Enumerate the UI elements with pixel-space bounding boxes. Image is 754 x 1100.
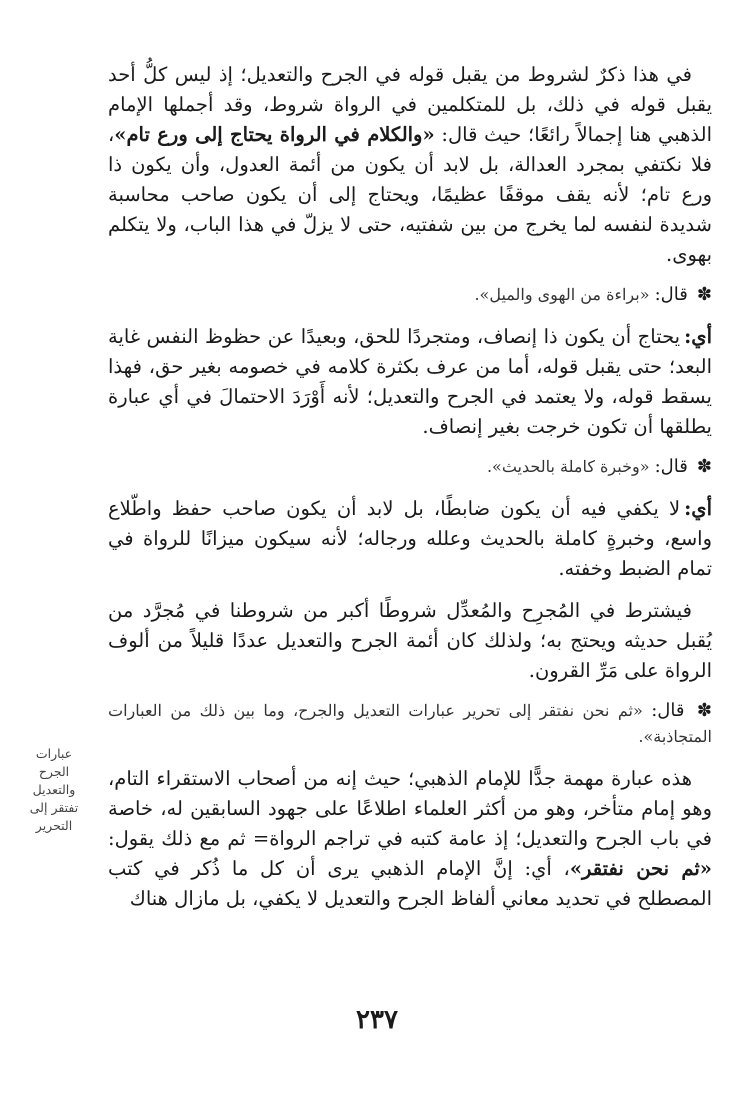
- paragraph-2: [108, 322, 712, 442]
- sidenote-line: الجرح: [38, 764, 70, 779]
- paragraph-3-lead: أي:: [684, 497, 712, 520]
- paragraph-5-part2: ، أي: إنَّ الإمام الذهبي يرى أن كل ما ذُكر في كتب المصطلح في تحديد معاني ألفاظ الجرح والتعديل لا يكفي، بل مازال هناك: [108, 857, 712, 910]
- page-number: ٢٣٧: [356, 1005, 398, 1035]
- quote-3-label: قال:: [651, 700, 685, 721]
- quote-1-text: «براءة من الهوى والميل».: [474, 285, 650, 304]
- paragraph-4: [108, 596, 712, 686]
- quote-2-label: قال:: [654, 456, 688, 477]
- asterisk-icon: ✽: [696, 284, 712, 305]
- paragraph-1-part1: في هذا ذكرٌ لشروط من يقبل قوله في الجرح والتعديل؛ إذ ليس كلُّ أحد يقبل قوله في ذلك، بل للمتكلمين في الرواة شروط، وقد أجملها الإمام الذهبي هنا إجمالاً رائعًا؛ حيث قال:: [108, 63, 712, 146]
- sidenote-line: التحرير: [35, 818, 73, 833]
- quote-2: [108, 454, 712, 480]
- paragraph-5-part1: هذه عبارة مهمة جدًّا للإمام الذهبي؛ حيث إنه من أصحاب الاستقراء التام، وهو إمام متأخر، وهو من أكثر العلماء اطلاعًا على جهود السابقين له، خاصة في باب الجرح والتعديل؛ إذ عامة كتبه في تراجم الرواة= ثم مع ذلك يقول:: [108, 767, 712, 850]
- paragraph-2-text: يحتاج أن يكون ذا إنصاف، ومتجردًا للحق، وبعيدًا عن حظوظ النفس غاية البعد؛ حتى يقبل قوله، أما من عرف بكثرة كلامه في خصومه بغير حق، فهذا يسقط قوله، ولا يعتمد في الجرح والتعديل؛ لأنه أَوْرَدَ الاحتمالَ في أي عبارة يطلقها أن تكون خرجت بغير إنصاف.: [108, 325, 712, 438]
- paragraph-2-lead: أي:: [684, 325, 712, 348]
- quote-3-text: «ثم نحن نفتقر إلى تحرير عبارات التعديل والجرح، وما بين ذلك من العبارات المتجاذبة».: [108, 701, 712, 746]
- paragraph-1: [108, 60, 712, 270]
- sidenote-line: عبارات: [35, 746, 73, 761]
- paragraph-5: [108, 764, 712, 914]
- sidenote-line: والتعديل: [32, 782, 76, 797]
- quote-3: [108, 698, 712, 750]
- quote-1: [108, 282, 712, 308]
- main-text-column: [108, 60, 712, 926]
- asterisk-icon: ✽: [696, 456, 712, 477]
- margin-sidenote: [18, 745, 90, 835]
- sidenote-line: تفتقر إلى: [29, 800, 79, 815]
- quote-1-label: قال:: [654, 284, 688, 305]
- paragraph-3-text: لا يكفي فيه أن يكون ضابطًا، بل لابد أن يكون صاحب حفظ واطّلاع واسع، وخبرةٍ كاملة بالحديث وعلله ورجاله؛ لأنه سيكون ميزانًا للرواة في تمام الضبط وخفته.: [108, 497, 712, 580]
- paragraph-3: [108, 494, 712, 584]
- paragraph-5-bold-quote: «ثم نحن نفتقر»: [569, 857, 712, 880]
- paragraph-1-bold-quote: «والكلام في الرواة يحتاج إلى ورع تام»: [114, 123, 435, 146]
- paragraph-1-part2: ، فلا نكتفي بمجرد العدالة، بل لابد أن يكون من أئمة العدول، وأن يكون ذا ورع تام؛ لأنه يقف موقفًا عظيمًا، ويحتاج إلى أن يكون صاحب محاسبة شديدة لنفسه لما يخرج من بين شفتيه، حتى لا يزلّ في هذا الباب، ولا يتكلم بهوى.: [108, 123, 712, 266]
- paragraph-4-text: فيشترط في المُجرِح والمُعدِّل شروطًا أكبر من شروطنا في مُجرَّد من يُقبل حديثه ويحتج به؛ ولذلك كان أئمة الجرح والتعديل عددًا قليلاً من ألوف الرواة على مَرِّ القرون.: [108, 599, 712, 682]
- asterisk-icon: ✽: [696, 700, 712, 721]
- quote-2-text: «وخبرة كاملة بالحديث».: [486, 457, 650, 476]
